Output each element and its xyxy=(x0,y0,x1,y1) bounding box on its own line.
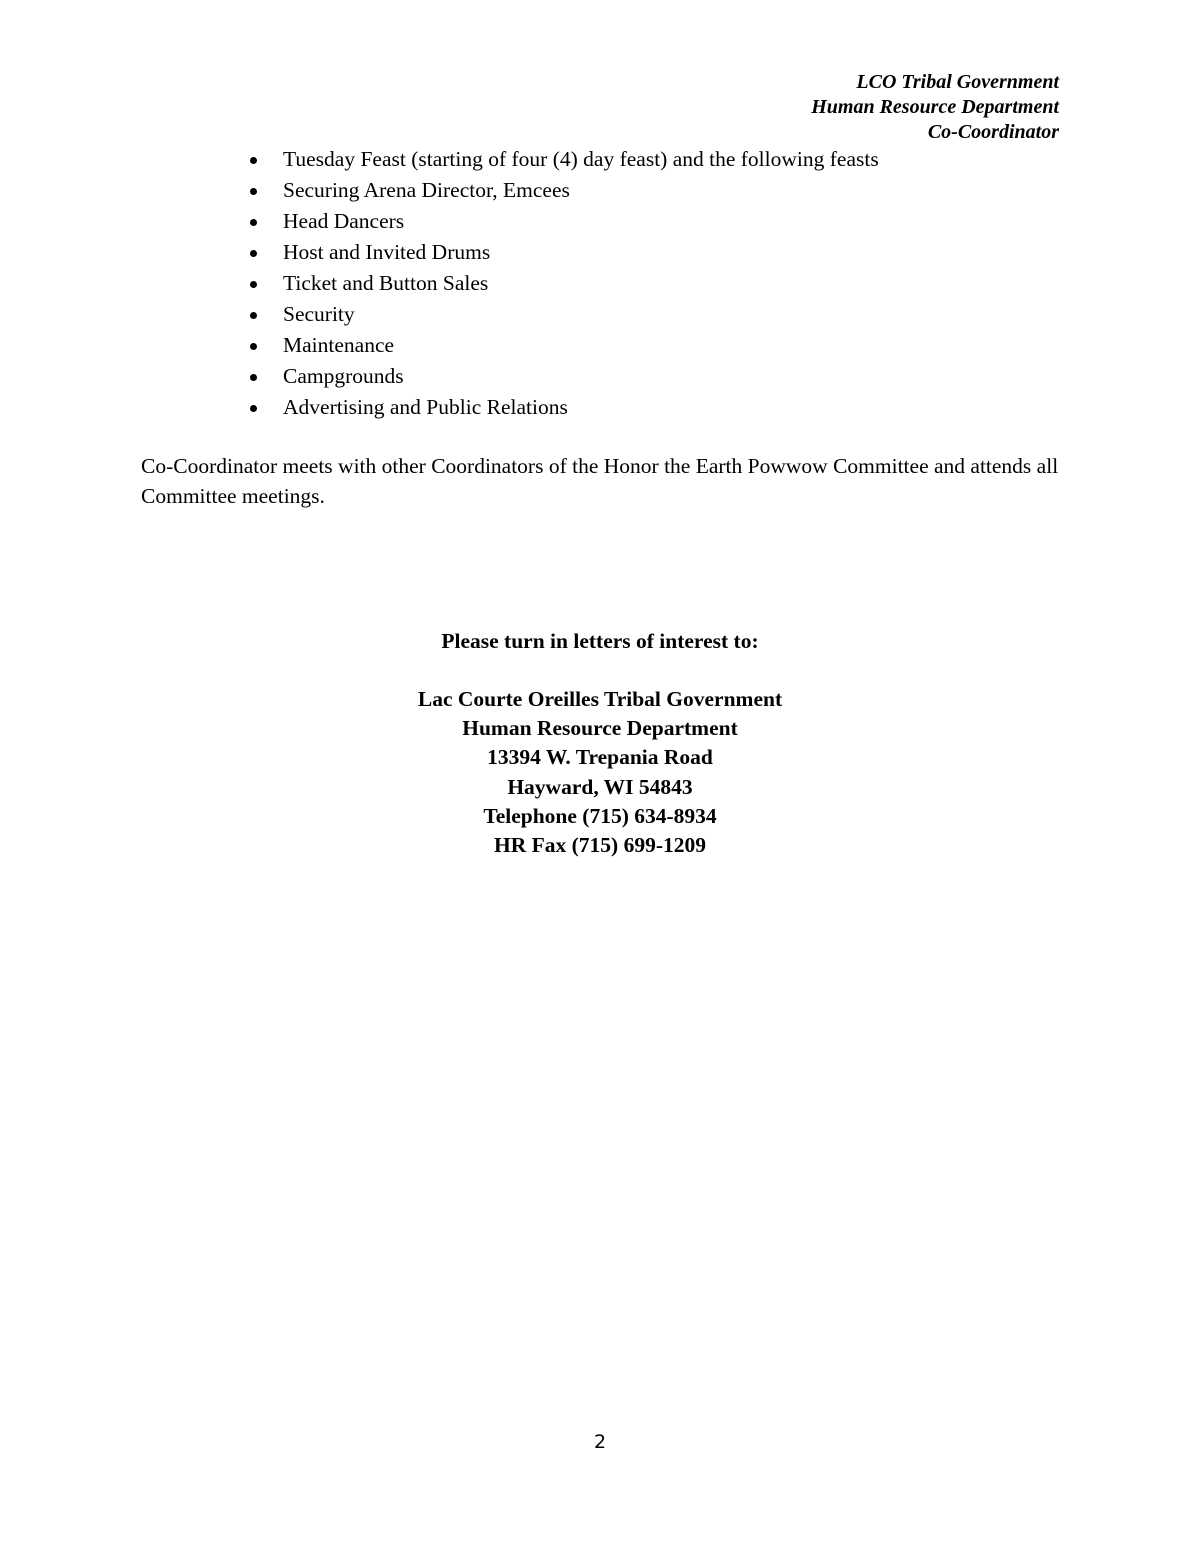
bullet-icon xyxy=(250,219,257,226)
list-item-text: Advertising and Public Relations xyxy=(283,395,568,419)
address-street: 13394 W. Trepania Road xyxy=(487,745,713,770)
list-item-text: Securing Arena Director, Emcees xyxy=(283,178,570,202)
address-fax: HR Fax (715) 699-1209 xyxy=(494,833,706,858)
address-organization: Lac Courte Oreilles Tribal Government xyxy=(417,687,783,711)
list-item xyxy=(250,144,879,175)
page-number: 2 xyxy=(593,1431,607,1453)
list-item-text: Ticket and Button Sales xyxy=(283,271,489,295)
bullet-icon xyxy=(250,188,257,195)
bullet-icon xyxy=(250,250,257,257)
address-city: Hayward, WI 54843 xyxy=(507,774,693,799)
bullet-icon xyxy=(250,312,257,319)
header-position: Co-Coordinator xyxy=(927,121,1059,143)
header-organization: LCO Tribal Government xyxy=(856,71,1059,93)
list-item-text: Security xyxy=(283,302,355,326)
list-item xyxy=(250,206,879,237)
header-department: Human Resource Department xyxy=(811,96,1059,118)
list-item xyxy=(250,361,879,392)
document-header xyxy=(811,70,1059,145)
list-item xyxy=(250,268,879,299)
list-item xyxy=(250,330,879,361)
address-department: Human Resource Department xyxy=(462,716,738,741)
list-item xyxy=(250,392,879,423)
list-item-text: Maintenance xyxy=(283,333,395,357)
list-item-text: Head Dancers xyxy=(283,209,405,233)
bullet-icon xyxy=(250,157,257,164)
list-item xyxy=(250,237,879,268)
address-telephone: Telephone (715) 634-8934 xyxy=(483,803,717,828)
list-item xyxy=(250,175,879,206)
mailing-address xyxy=(0,685,1200,860)
bullet-icon xyxy=(250,343,257,350)
contact-heading: Please turn in letters of interest to: xyxy=(441,629,759,653)
list-item-text: Host and Invited Drums xyxy=(283,240,491,264)
list-item-text: Campgrounds xyxy=(283,364,404,388)
list-item-text: Tuesday Feast (starting of four (4) day feast) and the following feasts xyxy=(283,147,879,171)
list-item xyxy=(250,299,879,330)
bullet-icon xyxy=(250,374,257,381)
coordinator-paragraph: Co-Coordinator meets with other Coordinators of the Honor the Earth Powwow Committee and attends all Committee meetings. xyxy=(141,454,1059,508)
duties-list xyxy=(250,144,879,423)
bullet-icon xyxy=(250,281,257,288)
bullet-icon xyxy=(250,405,257,412)
